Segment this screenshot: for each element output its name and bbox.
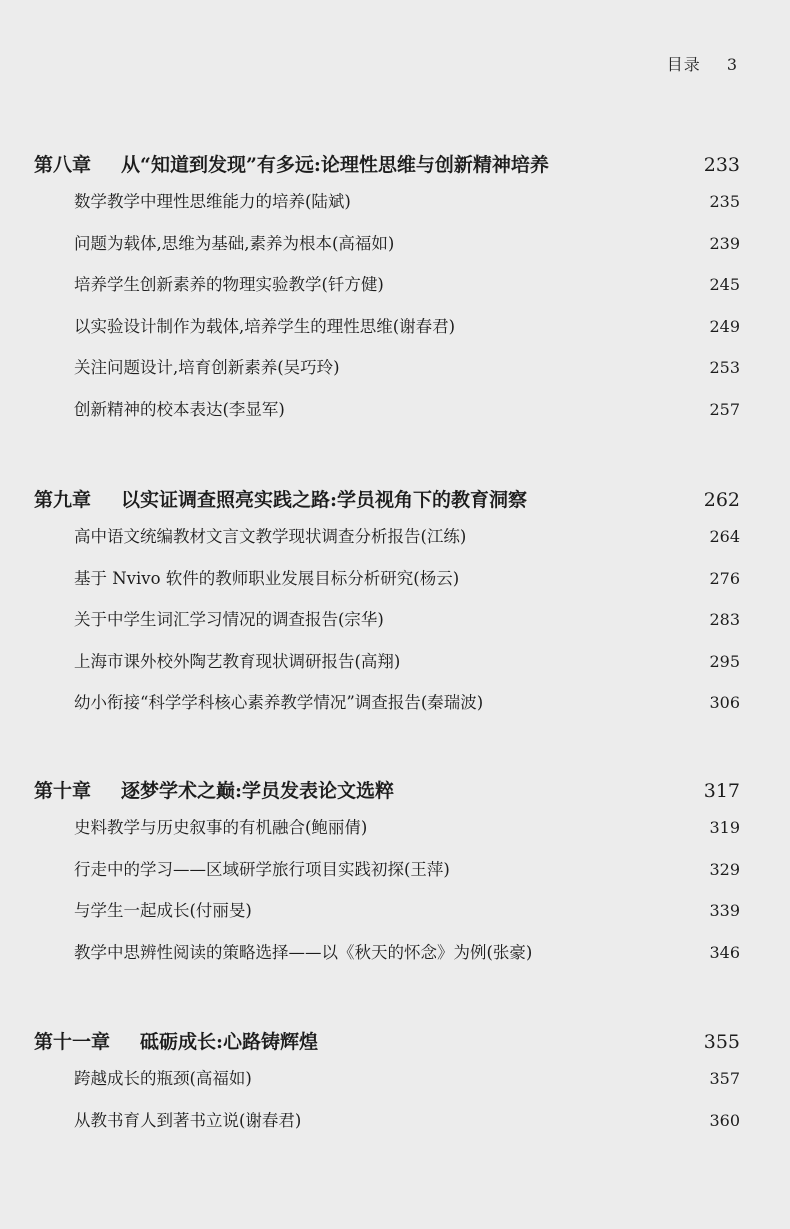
toc-entry[interactable] bbox=[74, 814, 740, 856]
chapter-9 bbox=[34, 485, 740, 731]
chapter-page: 233 bbox=[703, 154, 740, 176]
chapter-page: 262 bbox=[703, 489, 740, 511]
toc-entry[interactable] bbox=[74, 689, 740, 731]
chapter-number: 第十章 bbox=[34, 780, 92, 802]
entry-page: 276 bbox=[709, 568, 740, 588]
toc-entry[interactable] bbox=[74, 271, 740, 313]
entry-title: 上海市课外校外陶艺教育现状调研报告(高翔) bbox=[74, 651, 401, 671]
toc-entry[interactable] bbox=[74, 939, 740, 981]
entry-page: 329 bbox=[709, 859, 740, 879]
entry-title: 幼小衔接“科学学科核心素养教学情况”调查报告(秦瑞波) bbox=[74, 693, 484, 712]
toc-entry[interactable] bbox=[74, 565, 740, 607]
entry-page: 245 bbox=[709, 275, 740, 294]
entry-title: 基于 Nvivo 软件的教师职业发展目标分析研究(杨云) bbox=[74, 568, 460, 588]
entry-title: 创新精神的校本表达(李显军) bbox=[74, 399, 285, 419]
chapter-title: 逐梦学术之巅:学员发表论文选粹 bbox=[121, 780, 395, 802]
entry-page: 235 bbox=[709, 192, 740, 211]
entry-title: 以实验设计制作为载体,培养学生的理性思维(谢春君) bbox=[74, 316, 456, 336]
entry-title: 高中语文统编教材文言文教学现状调查分析报告(江练) bbox=[74, 527, 467, 546]
toc-entry[interactable] bbox=[74, 1065, 740, 1107]
chapter-heading[interactable] bbox=[34, 150, 740, 180]
entry-page: 360 bbox=[709, 1110, 740, 1130]
toc-entry[interactable] bbox=[74, 1107, 740, 1149]
chapter-number: 第十一章 bbox=[34, 1031, 111, 1053]
entry-title: 行走中的学习——区域研学旅行项目实践初探(王萍) bbox=[74, 859, 450, 879]
entry-page: 339 bbox=[709, 901, 740, 920]
chapter-heading[interactable] bbox=[34, 485, 740, 515]
entry-title: 从教书育人到著书立说(谢春君) bbox=[74, 1110, 302, 1130]
toc-entry[interactable] bbox=[74, 856, 740, 898]
entry-title: 培养学生创新素养的物理实验教学(钎方健) bbox=[74, 275, 384, 294]
entry-page: 239 bbox=[709, 233, 740, 253]
entry-page: 306 bbox=[709, 693, 740, 712]
running-head bbox=[667, 52, 738, 75]
chapter-page: 355 bbox=[703, 1031, 740, 1053]
toc-entry[interactable] bbox=[74, 897, 740, 939]
entry-page: 346 bbox=[709, 942, 740, 962]
entry-title: 教学中思辨性阅读的策略选择——以《秋天的怀念》为例(张豪) bbox=[74, 942, 533, 962]
toc-entry[interactable] bbox=[74, 188, 740, 230]
entry-title: 跨越成长的瓶颈(高福如) bbox=[74, 1069, 252, 1088]
chapter-heading[interactable] bbox=[34, 1027, 740, 1057]
entry-page: 253 bbox=[709, 358, 740, 377]
page-number: 3 bbox=[726, 55, 738, 74]
entry-title: 关于中学生词汇学习情况的调查报告(宗华) bbox=[74, 610, 384, 629]
chapter-10 bbox=[34, 776, 740, 980]
chapter-title: 从“知道到发现”有多远:论理性思维与创新精神培养 bbox=[121, 154, 549, 176]
toc-entry[interactable] bbox=[74, 230, 740, 272]
entry-page: 357 bbox=[709, 1069, 740, 1088]
entry-page: 319 bbox=[709, 818, 740, 837]
toc-entry[interactable] bbox=[74, 313, 740, 355]
entry-title: 关注问题设计,培育创新素养(吴巧玲) bbox=[74, 358, 340, 377]
toc-entry[interactable] bbox=[74, 606, 740, 648]
running-head-title: 目录 bbox=[666, 55, 701, 74]
toc-entry[interactable] bbox=[74, 648, 740, 690]
toc-entry[interactable] bbox=[74, 354, 740, 396]
entry-page: 295 bbox=[709, 651, 740, 671]
chapter-page: 317 bbox=[703, 780, 740, 802]
entry-page: 249 bbox=[709, 316, 740, 336]
entry-page: 257 bbox=[709, 399, 740, 419]
entry-title: 问题为载体,思维为基础,素养为根本(高福如) bbox=[74, 233, 395, 253]
entry-title: 史料教学与历史叙事的有机融合(鲍丽倩) bbox=[74, 818, 368, 837]
toc-entry[interactable] bbox=[74, 523, 740, 565]
chapter-title: 砥砺成长:心路铸辉煌 bbox=[140, 1031, 319, 1053]
entry-title: 数学教学中理性思维能力的培养(陆斌) bbox=[74, 192, 351, 211]
chapter-heading[interactable] bbox=[34, 776, 740, 806]
chapter-number: 第九章 bbox=[34, 489, 92, 511]
entry-page: 283 bbox=[709, 610, 740, 629]
chapter-number: 第八章 bbox=[34, 154, 92, 176]
entry-title: 与学生一起成长(付丽旻) bbox=[74, 901, 252, 920]
chapter-title: 以实证调查照亮实践之路:学员视角下的教育洞察 bbox=[121, 489, 528, 511]
chapter-11 bbox=[34, 1027, 740, 1148]
toc-entry[interactable] bbox=[74, 396, 740, 438]
entry-page: 264 bbox=[709, 527, 740, 546]
chapter-8 bbox=[34, 150, 740, 437]
